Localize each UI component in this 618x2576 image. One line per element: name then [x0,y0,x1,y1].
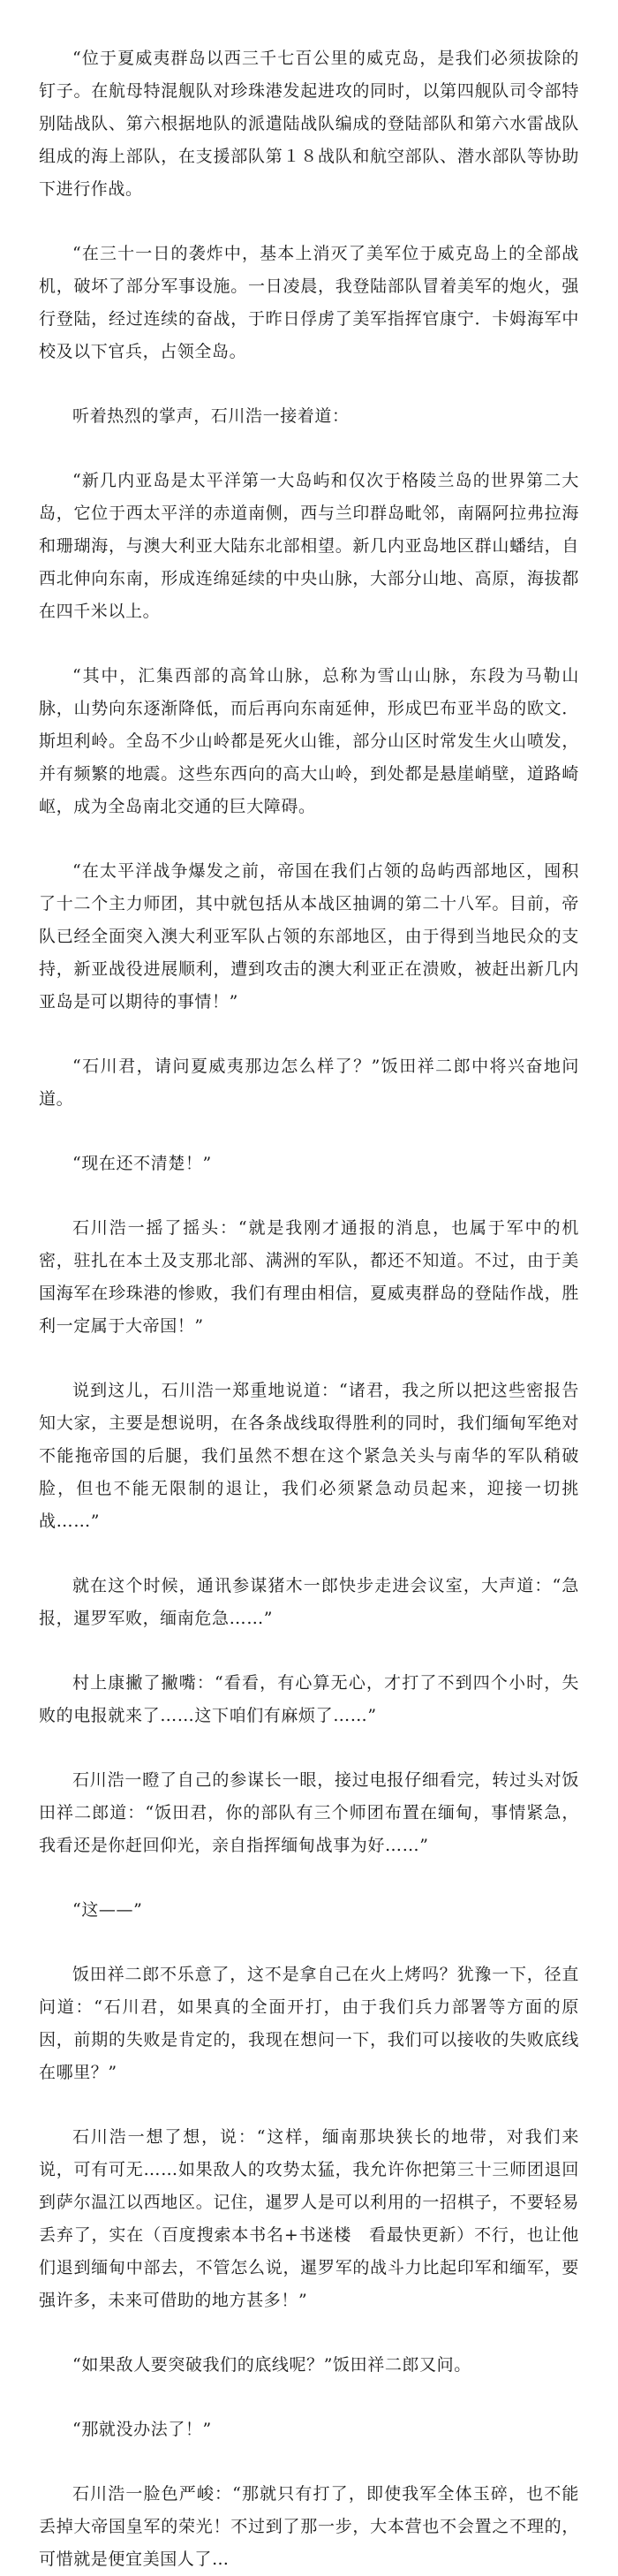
paragraph: “位于夏威夷群岛以西三千七百公里的威克岛，是我们必须拔除的钉子。在航母特混舰队对珍珠港发起进攻的同时，以第四舰队司令部特别陆战队、第六根据地队的派遣陆战队编成的登陆部队和第六水雷战队组成的海上部队，在支援部队第１８战队和航空部队、潜水部队等协助下进行作战。 [39,49,579,199]
paragraph: “在三十一日的袭炸中，基本上消灭了美军位于威克岛上的全部战机，破坏了部分军事设施。一日凌晨，我登陆部队冒着美军的炮火，强行登陆，经过连续的奋战，于昨日俘虏了美军指挥官康宁．卡姆海军中校及以下官兵，占领全岛。 [39,244,579,361]
paragraph: “那就没办法了！” [72,2420,212,2439]
paragraph: “在太平洋战争爆发之前，帝国在我们占领的岛屿西部地区，囤积了十二个主力师团，其中就包括从本战区抽调的第二十八军。目前，帝队已经全面突入澳大利亚军队占领的东部地区，由于得到当地民众的支持，新亚战役进展顺利，遭到攻击的澳大利亚正在溃败，被赶出新几内亚岛是可以期待的事情！” [39,861,579,1011]
paragraph: 石川浩一摇了摇头：“就是我刚才通报的消息，也属于军中的机密，驻扎在本土及支那北部、满洲的军队，都还不知道。不过，由于美国海军在珍珠港的惨败，我们有理由相信，夏威夷群岛的登陆作战，胜利一定属于大帝国！” [39,1218,579,1336]
paragraph: 饭田祥二郎不乐意了，这不是拿自己在火上烤吗？犹豫一下，径直问道：“石川君，如果真的全面开打，由于我们兵力部署等方面的原因，前期的失败是肯定的，我现在想问一下，我们可以接收的失败底线在哪里？” [39,1965,579,2082]
paragraph: 听着热烈的掌声，石川浩一接着道： [72,406,350,426]
paragraph: “如果敌人要突破我们的底线呢？”饭田祥二郎又问。 [72,2355,471,2375]
paragraph: “其中，汇集西部的高耸山脉，总称为雪山山脉，东段为马勒山脉，山势向东逐渐降低，而后再向东南延伸，形成巴布亚半岛的欧文．斯坦利岭。全岛不少山岭都是死火山锥，部分山区时常发生火山喷发，并有频繁的地震。这些东西向的高大山岭，到处都是悬崖峭壁，道路崎岖，成为全岛南北交通的巨大障碍。 [39,666,579,816]
paragraph: “现在还不清楚！” [72,1154,212,1173]
paragraph: “石川君，请问夏威夷那边怎么样了？”饭田祥二郎中将兴奋地问道。 [39,1057,579,1109]
paragraph: 说到这儿，石川浩一郑重地说道：“诸君，我之所以把这些密报告知大家，主要是想说明，在各条战线取得胜利的同时，我们缅甸军绝对不能拖帝国的后腿，我们虽然不想在这个紧急关头与南华的军队稍破脸，但也不能无限制的退让，我们必须紧急动员起来，迎接一切挑战……” [39,1381,579,1531]
paragraph: 石川浩一瞪了自己的参谋长一眼，接过电报仔细看完，转过头对饭田祥二郎道：“饭田君，你的部队有三个师团布置在缅甸，事情紧急，我看还是你赶回仰光，亲自指挥缅甸战事为好……” [39,1770,579,1855]
paragraph: 就在这个时候，通讯参谋猪木一郎快步走进会议室，大声道：“急报，暹罗军败，缅南危急……” [39,1576,579,1628]
paragraph: 村上康撇了撇嘴：“看看，有心算无心，才打了不到四个小时，失败的电报就来了……这下咱们有麻烦了……” [39,1673,579,1725]
paragraph: “这——” [72,1900,143,1920]
paragraph: 石川浩一想了想，说：“这样，缅南那块狭长的地带，对我们来说，可有可无……如果敌人的攻势太猛，我允许你把第三十三师团退回到萨尔温江以西地区。记住，暹罗人是可以利用的一招棋子，不要轻易丢弃了，实在（百度搜索本书名+书迷楼 看最快更新）不行，也让他们退到缅甸中部去，不管怎么说，暹罗军的战斗力比起印军和缅军，要强许多，未来可借助的地方甚多！” [39,2127,579,2310]
paragraph: “新几内亚岛是太平洋第一大岛屿和仅次于格陵兰岛的世界第二大岛，它位于西太平洋的赤道南侧，西与兰印群岛毗邻，南隔阿拉弗拉海和珊瑚海，与澳大利亚大陆东北部相望。新几内亚岛地区群山蟠结，自西北伸向东南，形成连绵延续的中央山脉，大部分山地、高原，海拔都在四千米以上。 [39,471,579,621]
paragraph: 石川浩一脸色严峻：“那就只有打了，即使我军全体玉碎，也不能丢掉大帝国皇军的荣光！不过到了那一步，大本营也不会置之不理的，可惜就是便宜美国人了… [39,2484,579,2569]
